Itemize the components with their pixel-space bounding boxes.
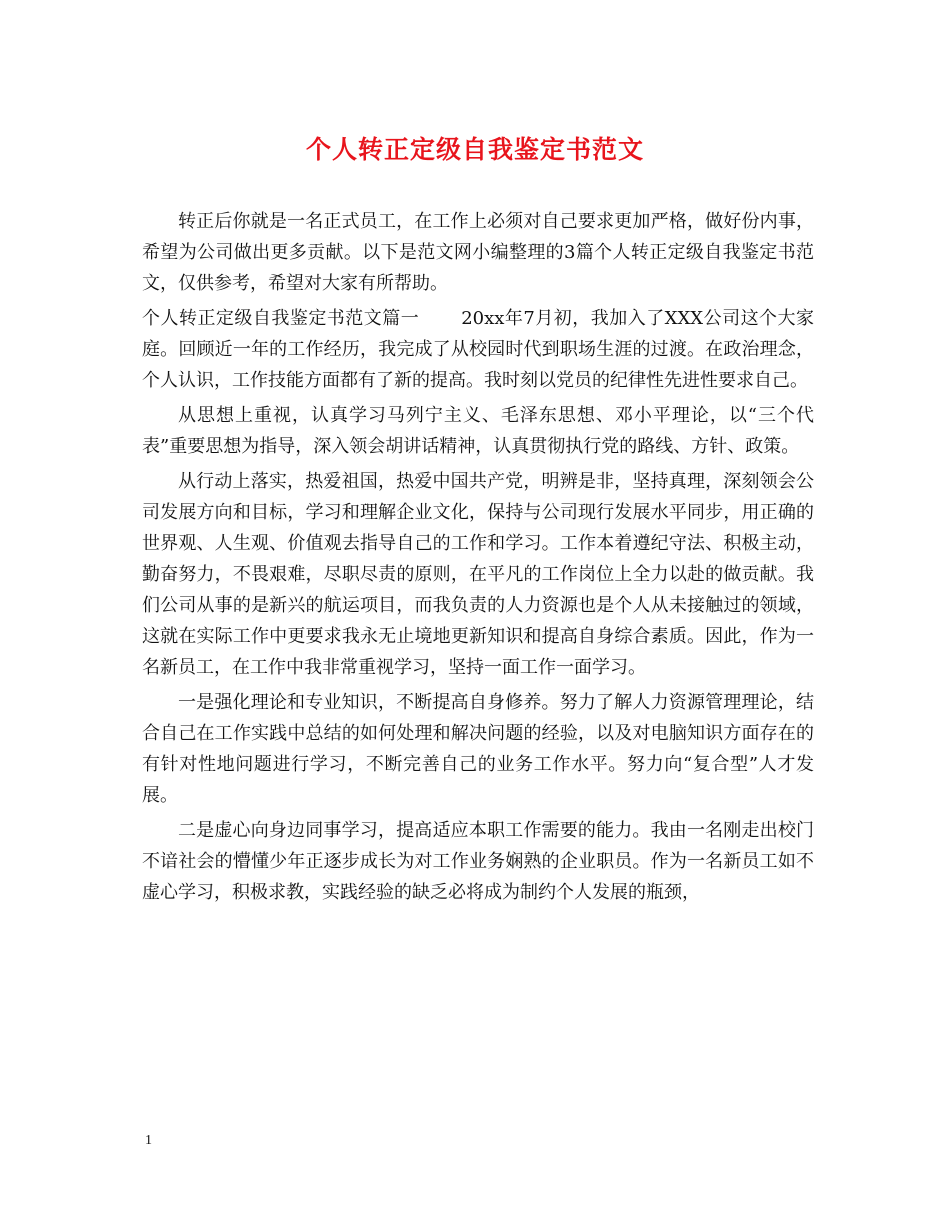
body-paragraph: 一是强化理论和专业知识，不断提高自身修养。努力了解人力资源管理理论，结合自己在工作实践中总结的如何处理和解决问题的经验，以及对电脑知识方面存在的有针对性地问题进行学习，不断完善自己的业务工作水平。努力向“复合型”人才发展。 bbox=[142, 692, 814, 806]
page-number: 1 bbox=[145, 1133, 152, 1148]
article-opening: 20xx年7月初，我加入了XXX公司这个大家庭。回顾近一年的工作经历，我完成了从校园时代到职场生涯的过渡。在政治理念，个人认识，工作技能方面都有了新的提高。我时刻以党员的纪律性先进性要求自己。 bbox=[142, 308, 815, 391]
article-first-paragraph bbox=[142, 303, 814, 396]
body-paragraph: 从行动上落实，热爱祖国，热爱中国共产党，明辨是非，坚持真理，深刻领会公司发展方向和目标，学习和理解企业文化，保持与公司现行发展水平同步，用正确的世界观、人生观、价值观去指导自己的工作和学习。工作本着遵纪守法、积极主动，勤奋努力，不畏艰难，尽职尽责的原则，在平凡的工作岗位上全力以赴的做贡献。我们公司从事的是新兴的航运项目，而我负责的人力资源也是个人从未接触过的领域，这就在实际工作中更要求我永无止境地更新知识和提高自身综合素质。因此，作为一名新员工，在工作中我非常重视学习，坚持一面工作一面学习。 bbox=[142, 471, 814, 678]
document-title: 个人转正定级自我鉴定书范文 bbox=[305, 135, 644, 164]
intro-paragraph: 转正后你就是一名正式员工，在工作上必须对自己要求更加严格，做好份内事，希望为公司做出更多贡献。以下是范文网小编整理的3篇个人转正定级自我鉴定书范文，仅供参考，希望对大家有所帮助。 bbox=[142, 211, 814, 294]
body-paragraph: 二是虚心向身边同事学习，提高适应本职工作需要的能力。我由一名刚走出校门不谙社会的懵懂少年正逐步成长为对工作业务娴熟的企业职员。作为一名新员工如不虚心学习，积极求教，实践经验的缺乏必将成为制约个人发展的瓶颈， bbox=[142, 820, 814, 903]
body-paragraph: 从思想上重视，认真学习马列宁主义、毛泽东思想、邓小平理论，以“三个代表”重要思想为指导，深入领会胡讲话精神，认真贯彻执行党的路线、方针、政策。 bbox=[142, 405, 814, 457]
document-body bbox=[142, 206, 814, 912]
article-heading: 个人转正定级自我鉴定书范文篇一 bbox=[142, 308, 420, 329]
